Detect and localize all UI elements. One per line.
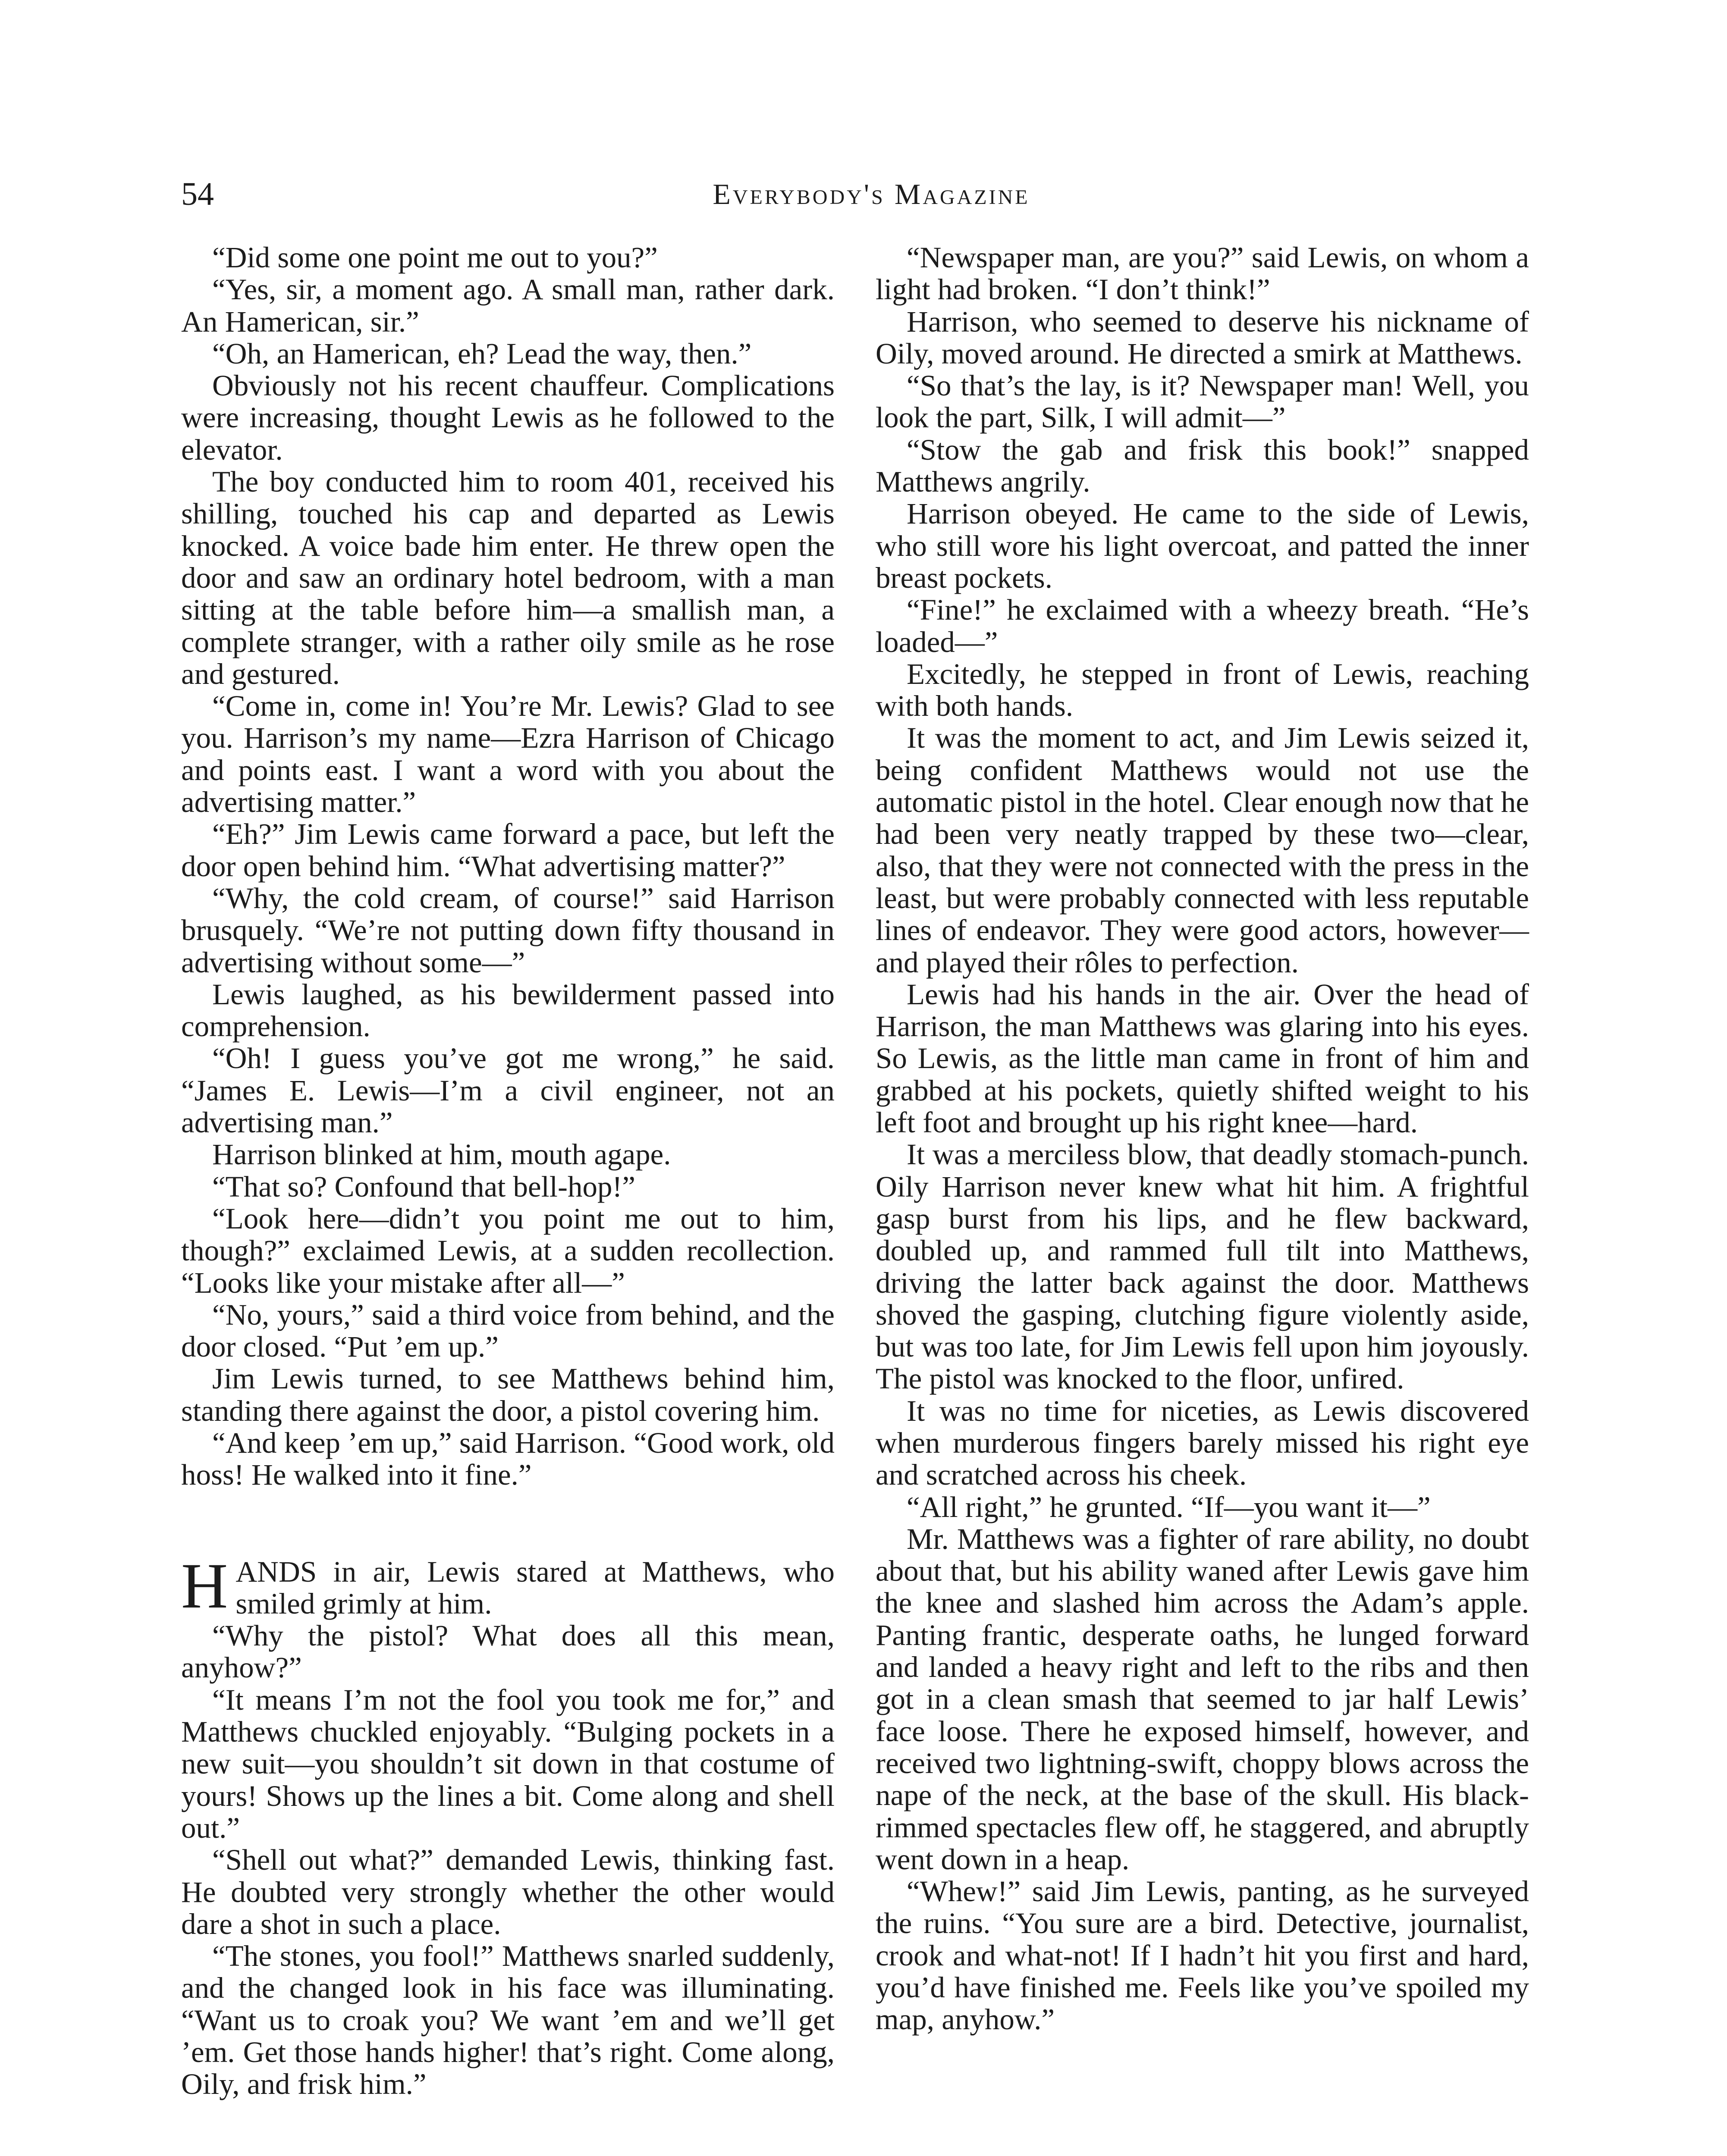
paragraph: Obviously not his recent chauffeur. Complications were increasing, thought Lewis as he followed to the elevator. xyxy=(181,369,835,466)
paragraph: “And keep ’em up,” said Harrison. “Good work, old hoss! He walked into it fine.” xyxy=(181,1426,835,1492)
paragraph: “Eh?” Jim Lewis came forward a pace, but left the door open behind him. “What advertising matter?” xyxy=(181,818,835,883)
drop-cap-text: in air, Lewis stared at Matthews, who smiled grimly at him. xyxy=(236,1555,835,1620)
page-number: 54 xyxy=(181,176,214,212)
paragraph: “Did some one point me out to you?” xyxy=(212,241,658,274)
paragraph: The boy conducted him to room 401, received his shilling, touched his cap and departed as Lewis knocked. A voice bade him enter. He threw open the door and saw an ordinary hotel bedroom, with a man sitting at the table before him—a smallish man, a complete stranger, with a rather oily smile as he rose and gestured. xyxy=(181,465,835,690)
paragraph: Excitedly, he stepped in front of Lewis, reaching with both hands. xyxy=(876,657,1529,723)
paragraph: Jim Lewis turned, to see Matthews behind him, standing there against the door, a pistol covering him. xyxy=(181,1362,835,1427)
paragraph: “The stones, you fool!” Matthews snarled suddenly, and the changed look in his face was illuminating. “Want us to croak you? We want ’em and we’ll get ’em. Get those hands higher! that’s right. Come along, Oily, and frisk him.” xyxy=(181,1940,835,2101)
paragraph: It was no time for niceties, as Lewis discovered when murderous fingers barely missed his right eye and scratched across his cheek. xyxy=(876,1394,1529,1492)
paragraph: “Whew!” said Jim Lewis, panting, as he surveyed the ruins. “You sure are a bird. Detective, journalist, crook and what-not! If I hadn’t hit you first and hard, you’d have finished me. Feels like you’ve spoiled my map, anyhow.” xyxy=(876,1875,1529,2036)
paragraph: “Why, the cold cream, of course!” said Harrison brusquely. “We’re not putting down fifty thousand in advertising without some—” xyxy=(181,881,835,979)
paragraph: It was a merciless blow, that deadly stomach-punch. Oily Harrison never knew what hit him. A frightful gasp burst from his lips, and he flew backward, doubled up, and rammed full tilt into Matthews, driving the latter back against the door. Matthews shoved the gasping, clutching figure violently aside, but was too late, for Jim Lewis fell upon him joyously. The pistol was knocked to the floor, unfired. xyxy=(876,1138,1529,1395)
paragraph: Harrison obeyed. He came to the side of Lewis, who still wore his light overcoat, and patted the inner breast pockets. xyxy=(876,497,1529,594)
paragraph: “That so? Confound that bell-hop!” xyxy=(212,1170,636,1203)
paragraph: “Yes, sir, a moment ago. A small man, rather dark. An Hamerican, sir.” xyxy=(181,273,835,338)
paragraph: Harrison blinked at him, mouth agape. xyxy=(212,1138,671,1171)
left-column xyxy=(181,241,835,2100)
right-column xyxy=(876,241,1529,2036)
paragraph: “So that’s the lay, is it? Newspaper man! Well, you look the part, Silk, I will admit—” xyxy=(876,369,1529,434)
paragraph: “All right,” he grunted. “If—you want it—” xyxy=(907,1490,1431,1523)
page-header xyxy=(181,170,1561,222)
paragraph: It was the moment to act, and Jim Lewis seized it, being confident Matthews would not use the automatic pistol in the hotel. Clear enough now that he had been very neatly trapped by these two—clear, also, that they were not connected with the press in the least, but were probably connected with less reputable lines of endeavor. They were good actors, however—and played their rôles to perfection. xyxy=(876,721,1529,979)
paragraph: Lewis laughed, as his bewilderment passed into comprehension. xyxy=(181,978,835,1043)
dropcap-paragraph xyxy=(181,1550,835,1622)
paragraph: “Newspaper man, are you?” said Lewis, on whom a light had broken. “I don’t think!” xyxy=(876,241,1529,306)
section-break xyxy=(181,1491,835,1556)
paragraph: “Stow the gab and frisk this book!” snapped Matthews angrily. xyxy=(876,433,1529,498)
paragraph: “No, yours,” said a third voice from behind, and the door closed. “Put ’em up.” xyxy=(181,1298,835,1363)
drop-cap-smallcaps: ANDS xyxy=(236,1555,317,1588)
running-head: Everybody's Magazine xyxy=(713,178,1030,210)
paragraph: Harrison, who seemed to deserve his nickname of Oily, moved around. He directed a smirk at Matthews. xyxy=(876,305,1529,370)
paragraph: “It means I’m not the fool you took me for,” and Matthews chuckled enjoyably. “Bulging pockets in a new suit—you shouldn’t sit down in that costume of yours! Shows up the lines a bit. Come along and shell out.” xyxy=(181,1683,835,1844)
paragraph: “Why the pistol? What does all this mean, anyhow?” xyxy=(181,1619,835,1684)
paragraph: “Shell out what?” demanded Lewis, thinking fast. He doubted very strongly whether the other would dare a shot in such a place. xyxy=(181,1843,835,1940)
paragraph: Mr. Matthews was a fighter of rare ability, no doubt about that, but his ability waned after Lewis gave him the knee and slashed him across the Adam’s apple. Panting frantic, desperate oaths, he lunged forward and landed a heavy right and left to the ribs and then got in a clean smash that seemed to jar half Lewis’ face loose. There he exposed himself, however, and received two lightning-swift, choppy blows across the nape of the neck, at the base of the skull. His black-rimmed spectacles flew off, he staggered, and abruptly went down in a heap. xyxy=(876,1522,1529,1876)
paragraph: “Fine!” he exclaimed with a wheezy breath. “He’s loaded—” xyxy=(876,593,1529,658)
paragraph: “Come in, come in! You’re Mr. Lewis? Glad to see you. Harrison’s my name—Ezra Harrison of Chicago and points east. I want a word with you about the advertising matter.” xyxy=(181,689,835,819)
paragraph: “Oh, an Hamerican, eh? Lead the way, then.” xyxy=(212,337,752,370)
paragraph: “Look here—didn’t you point me out to him, though?” exclaimed Lewis, at a sudden recollection. “Looks like your mistake after all—” xyxy=(181,1202,835,1299)
paragraph: Lewis had his hands in the air. Over the head of Harrison, the man Matthews was glaring into his eyes. So Lewis, as the little man came in front of him and grabbed at his pockets, quietly shifted weight to his left foot and brought up his right knee—hard. xyxy=(876,978,1529,1139)
drop-cap-letter: H xyxy=(181,1550,228,1622)
paragraph: “Oh! I guess you’ve got me wrong,” he said. “James E. Lewis—I’m a civil engineer, not an advertising man.” xyxy=(181,1042,835,1139)
